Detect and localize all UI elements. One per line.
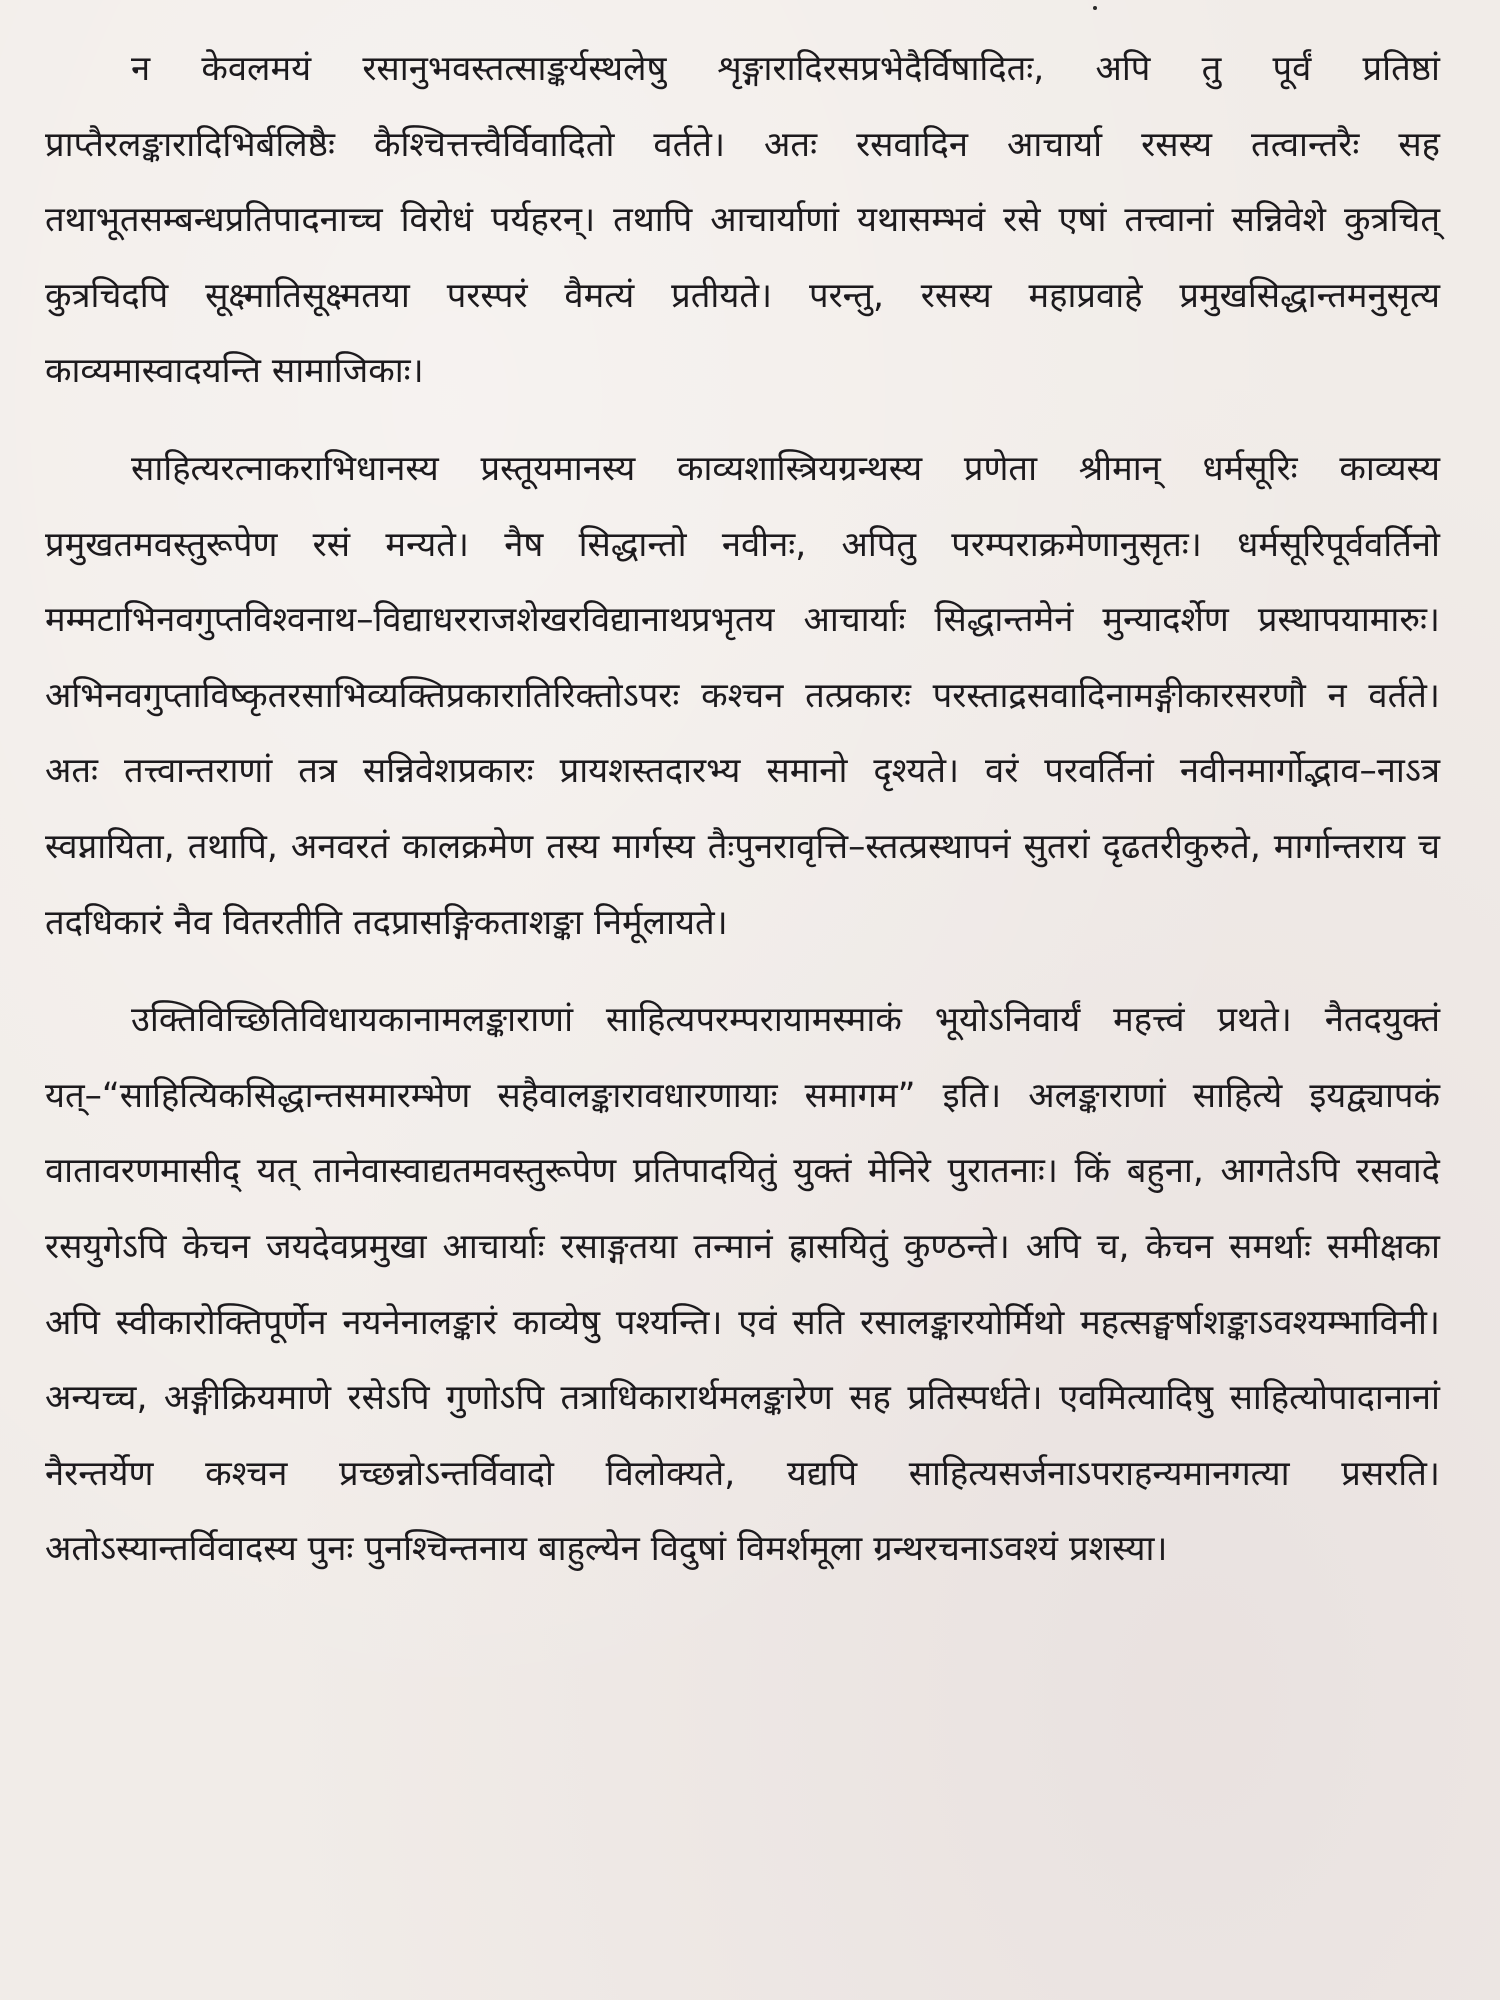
ink-speck — [1093, 6, 1097, 10]
paragraph: साहित्यरत्नाकराभिधानस्य प्रस्तूयमानस्य काव्यशास्त्रियग्रन्थस्य प्रणेता श्रीमान् धर्मसूरिः काव्यस्य प्रमुखतमवस्तुरूपेण रसं मन्यते। नैष सिद्धान्तो नवीनः, अपितु परम्पराक्रमेणानुसृतः। धर्मसूरिपूर्ववर्तिनो मम्मटाभिनवगुप्तविश्वनाथ–विद्याधरराजशेखरविद्यानाथप्रभृतय आचार्याः सिद्धान्तमेनं मुन्यादर्शेण प्रस्थापयामारुः। अभिनवगुप्ताविष्कृतरसाभिव्यक्तिप्रकारातिरिक्तोऽपरः कश्चन तत्प्रकारः परस्ताद्रसवादिनामङ्गीकारसरणौ न वर्तते। अतः तत्त्वान्तराणां तत्र सन्निवेशप्रकारः प्रायशस्तदारभ्य समानो दृश्यते। वरं परवर्तिनां नवीनमार्गोद्भाव–नाऽत्र स्वप्नायिता, तथापि, अनवरतं कालक्रमेण तस्य मार्गस्य तैःपुनरावृत्ति–स्तत्प्रस्थापनं सुतरां दृढतरीकुरुते, मार्गान्तराय च तदधिकारं नैव वितरतीति तदप्रासङ्गिकताशङ्का निर्मूलायते। — [45, 448, 1440, 943]
paragraph: न केवलमयं रसानुभवस्तत्साङ्कर्यस्थलेषु शृङ्गारादिरसप्रभेदैर्विषादितः, अपि तु पूर्वं प्रतिष्ठां प्राप्तैरलङ्कारादिभिर्बलिष्ठैः कैश्चित्तत्त्वैर्विवादितो वर्तते। अतः रसवादिन आचार्या रसस्य तत्वान्तरैः सह तथाभूतसम्बन्धप्रतिपादनाच्च विरोधं पर्यहरन्। तथापि आचार्याणां यथासम्भवं रसे एषां तत्त्वानां सन्निवेशे कुत्रचित् कुत्रचिदपि सूक्ष्मातिसूक्ष्मतया परस्परं वैमत्यं प्रतीयते। परन्तु, रसस्य महाप्रवाहे प्रमुखसिद्धान्तमनुसृत्य काव्यमास्वादयन्ति सामाजिकाः। — [45, 49, 1440, 392]
paragraph: उक्तिविच्छितिविधायकानामलङ्काराणां साहित्यपरम्परायामस्माकं भूयोऽनिवार्यं महत्त्वं प्रथते। नैतदयुक्तं यत्–“साहित्यिकसिद्धान्तसमारम्भेण सहैवालङ्कारावधारणायाः समागम” इति। अलङ्काराणां साहित्ये इयद्व्यापकं वातावरणमासीद् यत् तानेवास्वाद्यतमवस्तुरूपेण प्रतिपादयितुं युक्तं मेनिरे पुरातनाः। किं बहुना, आगतेऽपि रसवादे रसयुगेऽपि केचन जयदेवप्रमुखा आचार्याः रसाङ्गतया तन्मानं ह्रासयितुं कुण्ठन्ते। अपि च, केचन समर्थाः समीक्षका अपि स्वीकारोक्तिपूर्णेन नयनेनालङ्कारं काव्येषु पश्यन्ति। एवं सति रसालङ्कारयोर्मिथो महत्सङ्घर्षाशङ्काऽवश्यम्भाविनी। अन्यच्च, अङ्गीक्रियमाणे रसेऽपि गुणोऽपि तत्राधिकारार्थमलङ्कारेण सह प्रतिस्पर्धते। एवमित्यादिषु साहित्योपादानानां नैरन्तर्येण कश्चन प्रच्छन्नोऽन्तर्विवादो विलोक्यते, यद्यपि साहित्यसर्जनाऽपराहन्यमानगत्या प्रसरति। अतोऽस्यान्तर्विवादस्य पुनः पुनश्चिन्तनाय बाहुल्येन विदुषां विमर्शमूला ग्रन्थरचनाऽवश्यं प्रशस्या। — [45, 1000, 1440, 1570]
body-text — [45, 32, 1440, 1588]
